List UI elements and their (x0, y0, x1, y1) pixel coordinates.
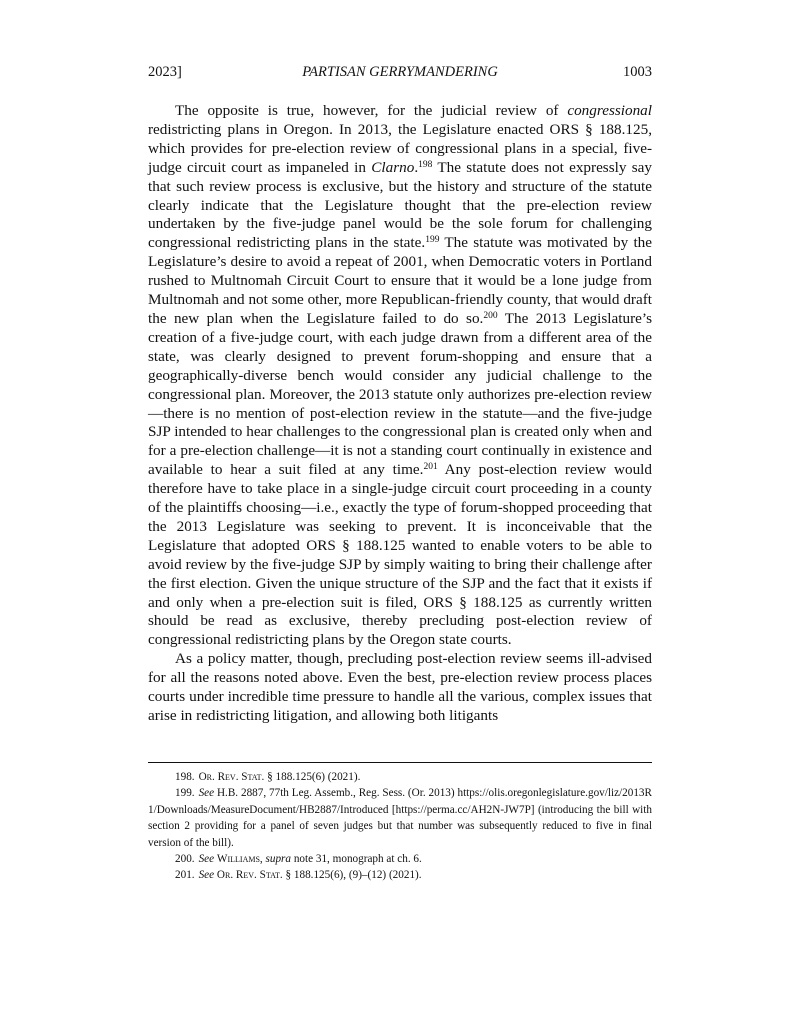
signal-supra: supra (265, 853, 292, 866)
text-run: Any post-election review would therefore have to take place in a single-judge circuit court proceeding in a county of the plaintiffs choosing—i.e., exactly the type of forum-shopped proceeding that the 2013 Legislature was seeking to prevent. It is inconceivable that the Legislature that adopted ORS § 188.125 wanted to enable voters to be able to avoid review by the five-judge SJP by simply waiting to bring their challenge after the first election. Given the unique structure of the SJP and the fact that it exists if and only when a pre-election suit is filed, ORS § 188.125 as currently written should be read as exclusive, thereby precluding post-election review of congressional redistricting plans by the Oregon state courts. (148, 461, 652, 649)
footnote-198 (148, 769, 652, 785)
footnote-ref-201[interactable]: 201 (423, 462, 438, 473)
volume-year: 2023] (148, 64, 182, 80)
emphasis-congressional: congressional (567, 102, 652, 119)
footnote-200 (148, 851, 652, 867)
citation-text: § 188.125(6) (2021). (264, 771, 361, 783)
footnote-ref-198[interactable]: 198 (418, 159, 433, 170)
text-run: The opposite is true, however, for the judicial review of (175, 102, 568, 119)
page-number: 1003 (623, 64, 652, 80)
citation-link[interactable]: https://olis.oregonlegislature.gov/liz/2013R1/Downloads/MeasureDocument/HB2887/Introduced (148, 787, 652, 816)
citation-text: H.B. 2887, 77th Leg. Assemb., Reg. Sess. (Or. 2013) (214, 787, 458, 800)
citation-author: Williams (216, 853, 260, 866)
signal-see: See (198, 787, 215, 800)
footnote-number: 200. (175, 853, 195, 866)
citation-text: § 188.125(6), (9)–(12) (2021). (282, 869, 422, 882)
signal-see: See (198, 853, 215, 866)
text-run: redistricting plans in Oregon. In 2013, the Legislature enacted ORS § 188.125, which provides for pre-election review of congressional plans in a special, five-judge circuit court as impaneled in (148, 120, 652, 176)
text-run: . (414, 158, 419, 176)
signal-see: See (198, 869, 215, 882)
footnote-divider (148, 762, 652, 763)
citation-source: Or. Rev. Stat. (216, 869, 283, 882)
running-title: PARTISAN GERRYMANDERING (302, 64, 498, 80)
citation-text: note 31, monograph at ch. 6. (291, 853, 422, 866)
case-name-clarno: Clarno (371, 158, 415, 176)
footnote-201 (148, 867, 652, 883)
citation-source: Or. Rev. Stat. (198, 771, 265, 783)
paragraph-2: As a policy matter, though, precluding post-election review seems ill-advised for all the reasons noted above. Even the best, pre-election review process places courts under incredible time pressure to handle all the various, complex issues that arise in redistricting litigation, and allowing both litigants (148, 650, 652, 724)
footnote-ref-199[interactable]: 199 (425, 235, 440, 246)
footnote-199 (148, 785, 652, 851)
main-text (148, 102, 652, 726)
footnote-ref-200[interactable]: 200 (483, 310, 498, 321)
citation-text: [https://perma.cc/AH2N-JW7P] (introducing the bill with section 2 providing for a panel of seven judges but that number was subsequently reduced to five in final version of the bill). (148, 803, 652, 849)
footnote-number: 199. (175, 787, 195, 800)
text-run: The statute was motivated by the Legislature’s desire to avoid a repeat of 2001, when Democratic voters in Portland rushed to Multnomah Circuit Court to ensure that it would be a lone judge from Multnomah and not some other, more Republican-friendly county, that would draft the new plan when the Legislature failed to do so. (148, 234, 652, 327)
footnote-number: 198. (175, 771, 195, 783)
footnote-number: 201. (175, 869, 195, 882)
citation-text: , (259, 853, 266, 866)
paragraph-1 (148, 102, 652, 650)
footnotes (148, 769, 652, 884)
text-run: The statute does not expressly say that such review process is exclusive, but the history and structure of the statute clearly indicate that the Legislature thought that the pre-election review undertaken by the five-judge panel would be the sole forum for challenging congressional redistricting plans in the state. (148, 158, 652, 252)
running-head (148, 64, 652, 84)
text-run: The 2013 Legislature’s creation of a five-judge court, with each judge drawn from a different area of the state, was clearly designed to prevent forum-shopping and ensure that a geographically-diverse bench would consider any judicial challenge to the congressional plan. Moreover, the 2013 statute only authorizes pre-election review—there is no mention of post-election review in the statute—and the five-judge SJP intended to hear challenges to the congressional plan is created only when and for a pre-election challenge—it is not a standing court continually in existence and available to hear a suit filed at any time. (148, 309, 652, 479)
